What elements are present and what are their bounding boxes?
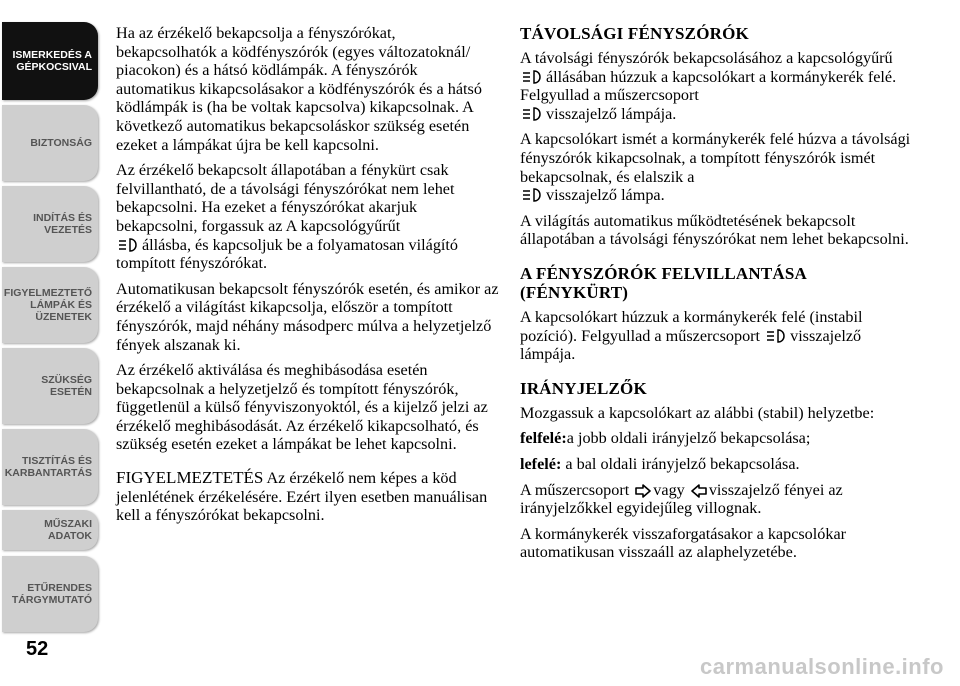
paragraph: Mozgassuk a kapcsolókart az alábbi (stabil) helyzetbe: bbox=[520, 403, 875, 422]
left-column bbox=[116, 24, 500, 532]
tab-label: FIGYELMEZTETŐ LÁMPÁK ÉS ÜZENETEK bbox=[3, 286, 92, 324]
watermark: carmanualsonline.info bbox=[700, 654, 944, 679]
paragraph: A kapcsolókart húzzuk a kormánykerék felé (instabil pozíció). Felgyullad a műszercsoport visszajelző lámpája. bbox=[520, 307, 863, 364]
headlamp-icon bbox=[118, 237, 140, 253]
paragraph: Automatikusan bekapcsolt fényszórók esetén, és amikor az érzékelő a világítást kikapcsolja, először a tompított fényszórók, majd néhány másodperc múlva a helyzetjelző fények alszanak ki. bbox=[116, 279, 499, 354]
paragraph: A műszercsoport vagy visszajelző fényei az irányjelzőkkel egyidejűleg villognak. bbox=[520, 480, 843, 518]
page-number: 52 bbox=[26, 638, 49, 660]
tab-tisztitas[interactable] bbox=[2, 429, 98, 505]
section-heading: A FÉNYSZÓRÓK FELVILLANTÁSA (FÉNYKÜRT) bbox=[520, 263, 807, 302]
paragraph: felfelé:a jobb oldali irányjelző bekapcsolása; bbox=[520, 429, 811, 448]
tab-label: ETŰRENDES TÁRGYMUTATÓ bbox=[11, 581, 92, 606]
tab-szukseg[interactable] bbox=[2, 348, 98, 424]
paragraph: A távolsági fényszórók bekapcsolásához a kapcsológyűrű állásában húzzuk a kapcsolókart a kormánykerék felé. Felgyullad a műszercsoport visszajelző lámpája. bbox=[520, 49, 897, 123]
tab-label: BIZTONSÁG bbox=[30, 136, 92, 149]
paragraph: A világítás automatikus működtetésének bekapcsolt állapotában a távolsági fényszórókat nem lehet bekapcsolni. bbox=[520, 211, 909, 249]
tab-label: ISMERKEDÉS A GÉPKOCSIVAL bbox=[12, 48, 92, 73]
headlamp-icon bbox=[522, 106, 544, 122]
paragraph: A kapcsolókart ismét a kormánykerék felé húzva a távolsági fényszórók kikapcsolnak, a tompított fényszórók ismét bekapcsolnak, és elalszik a visszajelző lámpa. bbox=[520, 130, 911, 205]
tab-ismerkedes[interactable] bbox=[2, 22, 98, 100]
paragraph: A kormánykerék visszaforgatásakor a kapcsolókar automatikusan visszaáll az alaphelyzetébe. bbox=[520, 524, 847, 562]
tab-label: SZÜKSÉG ESETÉN bbox=[41, 373, 92, 398]
tab-label: INDÍTÁS ÉS VEZETÉS bbox=[33, 211, 92, 236]
tab-label: TISZTÍTÁS ÉS KARBANTARTÁS bbox=[4, 454, 92, 479]
turn-left-icon bbox=[691, 484, 707, 498]
tab-biztonsag[interactable] bbox=[2, 105, 98, 181]
tab-muszaki[interactable] bbox=[2, 510, 98, 550]
paragraph: Az érzékelő bekapcsolt állapotában a fénykürt csak felvillantható, de a távolsági fényszórókat nem lehet bekapcsolni. Ha ezeket a fényszórókat akarjuk bekapcsolni, forgassuk az A kapcsológyűrűt állásba, és kapcsoljuk be a folyamatosan világító tompított fényszórókat. bbox=[116, 161, 459, 273]
headlamp-icon bbox=[522, 69, 544, 85]
chapter-sidebar bbox=[0, 0, 110, 686]
headlamp-icon bbox=[766, 328, 788, 344]
tab-targymutato[interactable] bbox=[2, 556, 98, 632]
right-column bbox=[520, 24, 915, 569]
headlamp-icon bbox=[522, 187, 544, 203]
tab-inditas[interactable] bbox=[2, 186, 98, 262]
section-heading: TÁVOLSÁGI FÉNYSZÓRÓK bbox=[520, 24, 749, 43]
tab-label: MŰSZAKI ADATOK bbox=[44, 517, 92, 542]
warning-paragraph: FIGYELMEZTETÉS Az érzékelő nem képes a köd jelenlétének érzékelésére. Ezért ilyen esetben manuálisan kell a fényszórókat bekapcsolni. bbox=[116, 468, 488, 525]
paragraph: Az érzékelő aktiválása és meghibásodása esetén bekapcsolnak a helyzetjelző és tompított fényszórók, függetlenül a külső fényviszonyoktól, és a kijelző jelzi az érzékelő meghibásodását. Az érzékelő kikapcsolható, és szükség esetén ezeket a lámpákat be lehet kapcsolni. bbox=[116, 361, 488, 454]
paragraph: Ha az érzékelő bekapcsolja a fényszórókat, bekapcsolhatók a ködfényszórók (egyes változatoknál/ piacokon) és a hátsó ködlámpák. A fényszórók automatikus kikapcsolásakor a ködfényszórók és a hátsó ködlámpák is (ha be voltak kapcsolva) kikapcsolnak. A következő automatikus bekapcsoláskor szükség esetén ezeket a lámpákat újra be kell kapcsolni. bbox=[116, 24, 482, 154]
turn-right-icon bbox=[635, 484, 651, 498]
paragraph: lefelé: a bal oldali irányjelző bekapcsolása. bbox=[520, 454, 800, 473]
tab-figyelmezteto[interactable] bbox=[2, 267, 98, 343]
section-heading: IRÁNYJELZŐK bbox=[520, 378, 647, 398]
warning-label: FIGYELMEZTETÉS bbox=[116, 468, 264, 488]
